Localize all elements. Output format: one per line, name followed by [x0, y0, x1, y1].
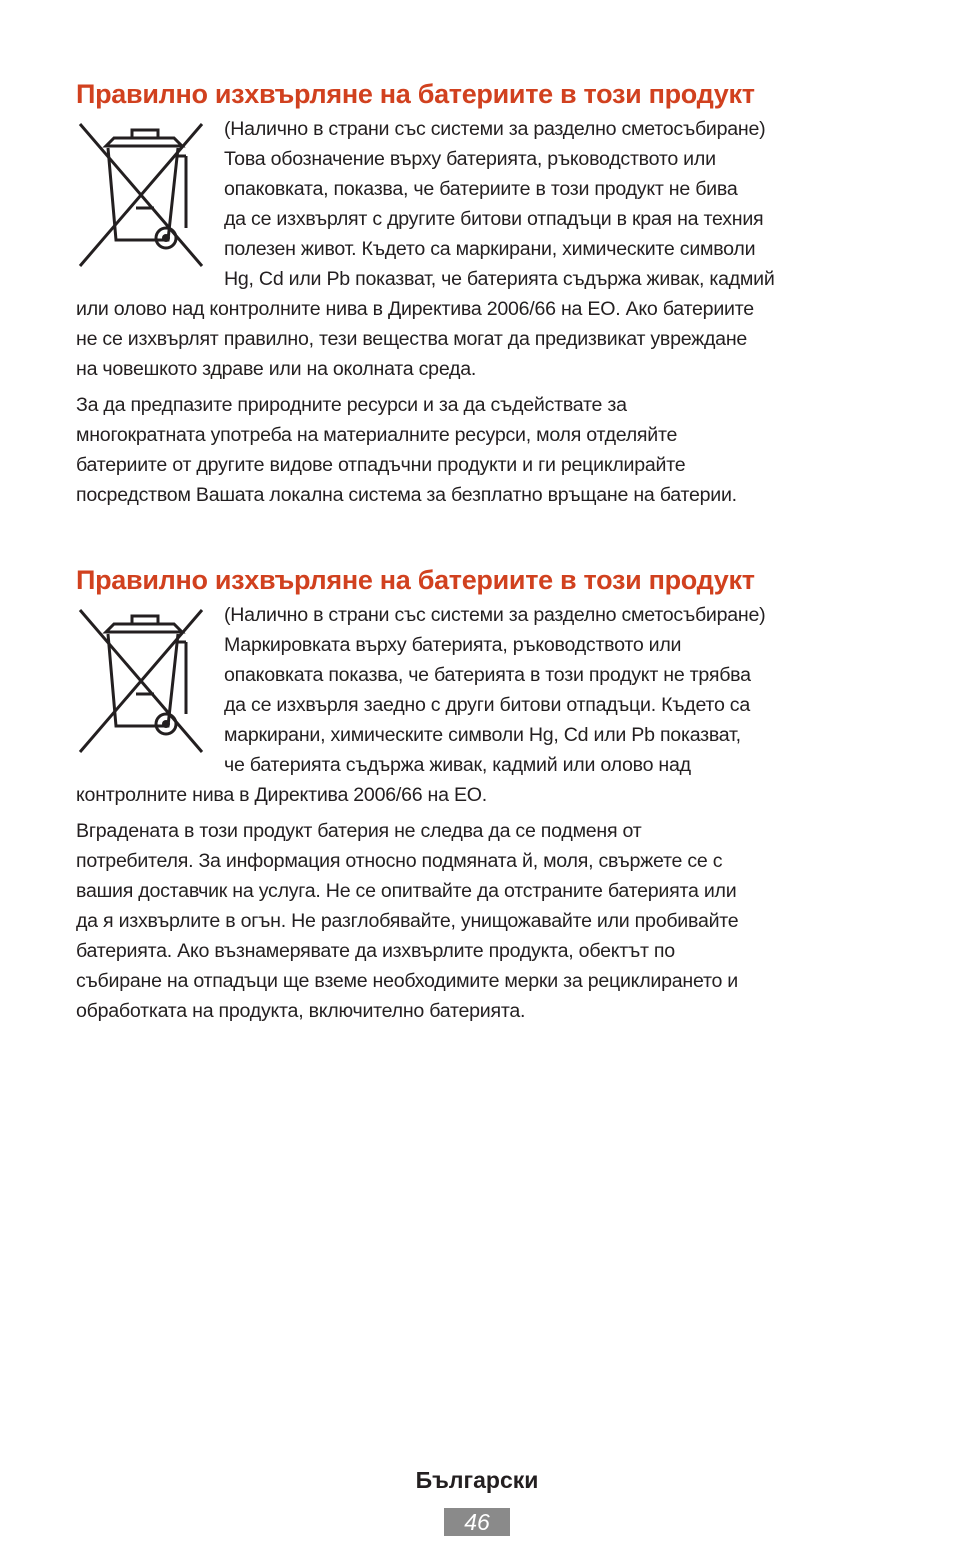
- footer-language-label: Български: [415, 1467, 539, 1493]
- crossed-out-wheelie-bin-icon: [74, 116, 220, 276]
- crossed-out-wheelie-bin-icon: [74, 602, 220, 762]
- text-line: батериите от другите видове отпадъчни продукти и ги рециклирайте: [76, 454, 686, 476]
- page-number-badge: 46: [444, 1508, 510, 1536]
- text-line: (Налично в страни със системи за разделно сметосъбиране): [224, 118, 766, 140]
- text-line: опаковката, показва, че батериите в този продукт не бива: [224, 178, 738, 200]
- text-line: събиране на отпадъци ще вземе необходимите мерки за рециклирането и: [76, 970, 738, 992]
- battery-disposal-section-1: [76, 76, 888, 510]
- text-line: контролните нива в Директива 2006/66 на ЕО.: [76, 784, 487, 806]
- text-line: потребителя. За информация относно подмяната й, моля, свържете се с: [76, 850, 723, 872]
- text-line: полезен живот. Където са маркирани, химическите символи: [224, 238, 756, 260]
- text-line: да се изхвърля заедно с други битови отпадъци. Където са: [224, 694, 750, 716]
- text-line: батерията. Ако възнамерявате да изхвърлите продукта, обектът по: [76, 940, 675, 962]
- text-line: на човешкото здраве или на околната среда.: [76, 358, 477, 380]
- text-line: посредством Вашата локална система за безплатно връщане на батерии.: [76, 484, 737, 506]
- text-line: Маркировката върху батерията, ръководството или: [224, 634, 682, 656]
- text-line: че батерията съдържа живак, кадмий или олово над: [224, 754, 691, 776]
- section-heading: Правилно изхвърляне на батериите в този продукт: [76, 79, 755, 109]
- text-line: Вградената в този продукт батерия не следва да се подменя от: [76, 820, 642, 842]
- battery-disposal-section-2: [76, 562, 888, 1026]
- text-line: (Налично в страни със системи за разделно сметосъбиране): [224, 604, 766, 626]
- text-line: многократната употреба на материалните ресурси, моля отделяйте: [76, 424, 678, 446]
- battery-replacement-paragraph: [76, 816, 888, 1026]
- section-heading: Правилно изхвърляне на батериите в този продукт: [76, 565, 755, 595]
- text-line: вашия доставчик на услуга. Не се опитвайте да отстраните батерията или: [76, 880, 737, 902]
- text-line: маркирани, химическите символи Hg, Cd или Pb показват,: [224, 724, 741, 746]
- text-line: не се изхвърлят правилно, тези вещества могат да предизвикат увреждане: [76, 328, 748, 350]
- text-line: или олово над контролните нива в Директива 2006/66 на ЕО. Ако батериите: [76, 298, 754, 320]
- text-line: да се изхвърлят с другите битови отпадъци в края на техния: [224, 208, 764, 230]
- text-line: опаковката показва, че батерията в този продукт не трябва: [224, 664, 751, 686]
- text-line: За да предпазите природните ресурси и за да съдействате за: [76, 394, 627, 416]
- text-line: обработката на продукта, включително батерията.: [76, 1000, 526, 1022]
- recycling-paragraph: [76, 390, 888, 510]
- text-line: Hg, Cd или Pb показват, че батерията съдържа живак, кадмий: [224, 268, 775, 290]
- text-line: Това обозначение върху батерията, ръководството или: [224, 148, 716, 170]
- text-line: да я изхвърлите в огън. Не разглобявайте, унищожавайте или пробивайте: [76, 910, 739, 932]
